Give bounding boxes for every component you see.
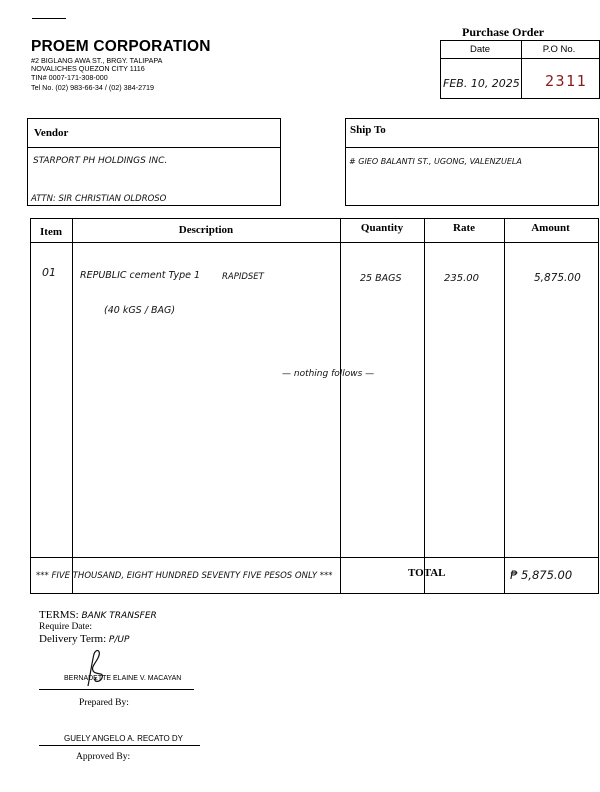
row-description: REPUBLIC cement Type 1 xyxy=(80,270,201,281)
approved-by-name: GUELY ANGELO A. RECATO DY xyxy=(64,734,184,743)
po-number-value: 2311 xyxy=(545,72,588,90)
vendor-name: STARPORT PH HOLDINGS INC. xyxy=(33,156,168,166)
prepared-by-label: Prepared By: xyxy=(79,698,129,708)
delivery-term-label: Delivery Term: xyxy=(39,633,107,645)
company-address-line2: NOVALICHES QUEZON CITY 1116 xyxy=(31,64,145,73)
require-date-label: Require Date: xyxy=(39,622,93,632)
row-amount: 5,875.00 xyxy=(534,272,581,284)
company-tel: Tel No. (02) 983-66-34 / (02) 384-2719 xyxy=(31,83,155,92)
row-description-sub: (40 kGS / BAG) xyxy=(104,305,176,316)
vendor-label: Vendor xyxy=(34,127,69,139)
column-header-amount: Amount xyxy=(531,222,570,234)
row-item-number: 01 xyxy=(42,266,56,279)
total-label: TOTAL xyxy=(408,567,446,579)
row-quantity: 25 BAGS xyxy=(360,273,402,284)
column-header-rate: Rate xyxy=(453,222,475,234)
delivery-term-value: P/UP xyxy=(108,635,130,645)
po-number-label: P.O No. xyxy=(542,44,576,55)
signature-scribble-icon xyxy=(82,648,108,688)
approved-by-label: Approved By: xyxy=(76,752,131,762)
column-header-item: Item xyxy=(40,226,62,238)
ship-to-label: Ship To xyxy=(350,124,386,136)
delivery-term-row xyxy=(39,633,129,645)
corner-mark xyxy=(32,18,66,20)
ship-to-address: # GIEO BALANTI ST., UGONG, VALENZUELA xyxy=(349,157,522,166)
terms-label: TERMS: xyxy=(39,609,79,621)
company-tin: TIN# 0007-171-308-000 xyxy=(31,73,108,82)
row-description-extra: RAPIDSET xyxy=(222,272,264,282)
amount-in-words: *** FIVE THOUSAND, EIGHT HUNDRED SEVENTY FIVE PESOS ONLY *** xyxy=(36,571,333,581)
company-name: PROEM CORPORATION xyxy=(31,38,211,55)
po-title: Purchase Order xyxy=(462,25,545,39)
po-date-label: Date xyxy=(469,44,491,55)
po-date-value: FEB. 10, 2025 xyxy=(443,77,520,90)
total-value: ₱ 5,875.00 xyxy=(510,568,573,582)
terms-value: BANK TRANSFER xyxy=(81,611,157,621)
prepared-by-line xyxy=(39,689,194,690)
column-header-quantity: Quantity xyxy=(360,222,404,234)
vendor-attention: ATTN: SIR CHRISTIAN OLDROSO xyxy=(31,194,167,204)
column-header-description: Description xyxy=(178,224,234,236)
row-rate: 235.00 xyxy=(444,273,479,284)
prepared-by-name: BERNADETTE ELAINE V. MACAYAN xyxy=(64,675,182,682)
nothing-follows-note: — nothing follows — xyxy=(282,369,375,379)
terms-row xyxy=(39,609,157,621)
approved-by-line xyxy=(39,745,200,746)
company-address-line1: #2 BIGLANG AWA ST., BRGY. TALIPAPA xyxy=(31,56,163,65)
